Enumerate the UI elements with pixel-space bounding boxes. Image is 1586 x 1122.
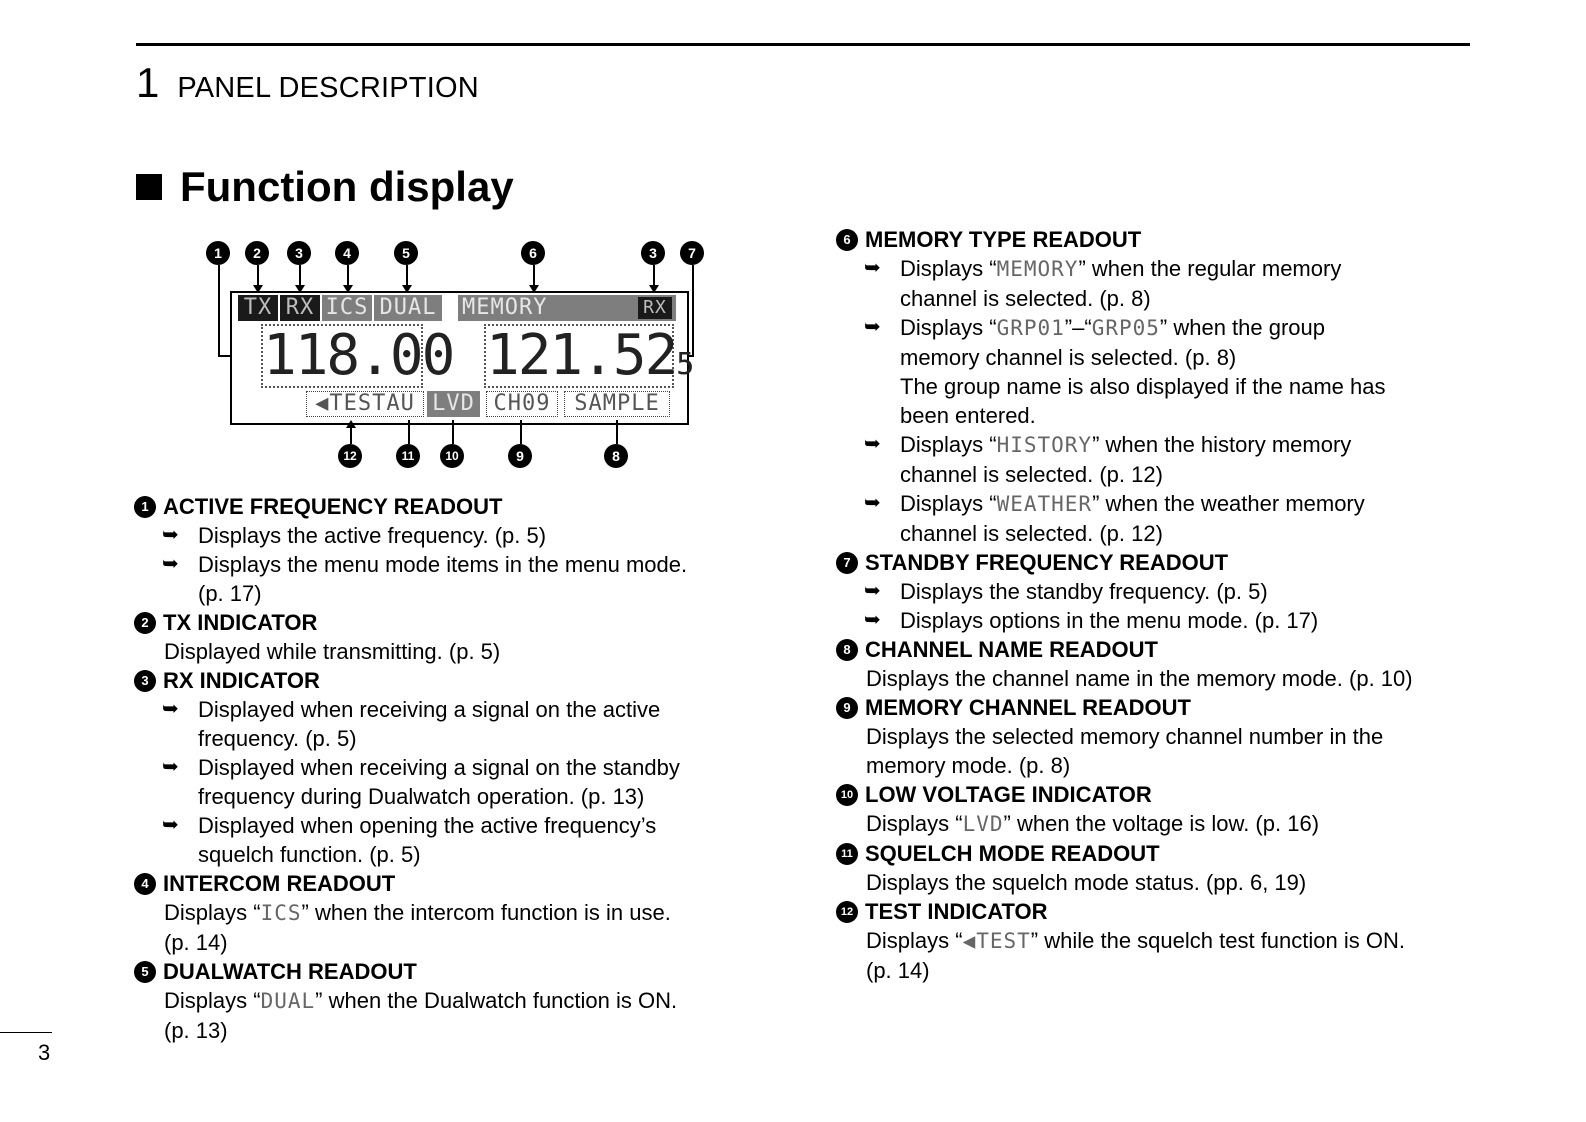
number-badge: 8: [836, 639, 858, 661]
entry-title: STANDBY FREQUENCY READOUT: [865, 549, 1229, 575]
bullet-item: ➥ Displays “MEMORY” when the regular memory: [864, 256, 1342, 281]
standby-frequency-sub: 5: [676, 347, 695, 382]
callout-7: 7: [680, 241, 704, 265]
entry-11-heading: [836, 839, 1476, 868]
bullet-item: ➥ Displayed when receiving a signal on the active: [162, 697, 661, 722]
bullet-item: ➥ Displays “WEATHER” when the weather memory: [864, 491, 1365, 516]
arrow-icon: ➥: [864, 609, 881, 631]
arrow-icon: ➥: [162, 814, 179, 836]
number-badge: 6: [836, 229, 858, 251]
entry-text: Displays the squelch mode status. (pp. 6, 19): [866, 870, 1307, 895]
callout-5: 5: [394, 241, 418, 265]
arrow-icon: ➥: [864, 433, 881, 455]
lcd-word: GRP05: [1091, 316, 1160, 340]
entry-text: Displays “LVD” when the voltage is low. (p. 16): [866, 811, 1320, 836]
entry-title: TEST INDICATOR: [865, 898, 1048, 924]
entry-6-heading: [836, 225, 1476, 254]
bullet-continuation: The group name is also displayed if the name has: [900, 374, 1386, 399]
entry-title: ACTIVE FREQUENCY READOUT: [163, 493, 503, 519]
entry-title: MEMORY CHANNEL READOUT: [865, 694, 1191, 720]
arrow-icon: ➥: [162, 756, 179, 778]
ics-readout: ICS: [322, 295, 372, 321]
bullet-continuation: squelch function. (p. 5): [198, 842, 421, 867]
number-badge: 3: [134, 670, 156, 692]
entry-2-heading: [134, 608, 774, 637]
entry-title: DUALWATCH READOUT: [163, 958, 417, 984]
entry-12-heading: [836, 897, 1476, 926]
callout-8: 8: [604, 444, 628, 468]
callout-6: 6: [521, 241, 545, 265]
entry-text-continuation: (p. 14): [866, 958, 930, 983]
arrow-icon: ➥: [864, 580, 881, 602]
number-badge: 1: [134, 496, 156, 518]
arrow-icon: ➥: [162, 553, 179, 575]
bullet-item: ➥ Displays the standby frequency. (p. 5): [864, 579, 1268, 604]
bullet-continuation: been entered.: [900, 403, 1036, 428]
entry-text: Displays “DUAL” when the Dualwatch function is ON.: [164, 988, 678, 1013]
lcd-word: WEATHER: [996, 492, 1093, 516]
arrow-icon: ➥: [162, 524, 179, 546]
bullet-continuation: memory channel is selected. (p. 8): [900, 345, 1237, 370]
callout-10: 10: [440, 444, 464, 468]
section-heading: [136, 163, 514, 211]
tx-indicator: TX: [238, 295, 278, 321]
bullet-item: ➥ Displays the menu mode items in the menu mode.: [162, 552, 688, 577]
number-badge: 2: [134, 612, 156, 634]
arrow-icon: ➥: [864, 316, 881, 338]
rx-indicator: RX: [280, 295, 320, 321]
bullet-continuation: frequency. (p. 5): [198, 726, 357, 751]
bullet-item: ➥ Displays “GRP01”–“GRP05” when the group: [864, 315, 1326, 340]
number-badge: 11: [836, 843, 858, 865]
bullet-continuation: (p. 17): [198, 581, 262, 606]
header-rule: [136, 43, 1470, 46]
entry-title: RX INDICATOR: [163, 667, 320, 693]
callout-3: 3: [287, 241, 311, 265]
number-badge: 5: [134, 961, 156, 983]
channel-readout: CH09: [486, 391, 558, 417]
callout-2: 2: [245, 241, 269, 265]
bullet-continuation: frequency during Dualwatch operation. (p. 13): [198, 784, 645, 809]
bullet-item: ➥ Displayed when receiving a signal on the standby: [162, 755, 680, 780]
footer-rule: [0, 1032, 52, 1033]
dual-readout: DUAL: [374, 295, 442, 321]
number-badge: 7: [836, 552, 858, 574]
entry-title: LOW VOLTAGE INDICATOR: [865, 781, 1152, 807]
bullet-item: ➥ Displays the active frequency. (p. 5): [162, 523, 547, 548]
entry-text-continuation: memory mode. (p. 8): [866, 753, 1071, 778]
right-column: [836, 225, 1476, 985]
entry-title: MEMORY TYPE READOUT: [865, 226, 1142, 252]
chapter-title: PANEL DESCRIPTION: [177, 72, 479, 104]
test-label: ◀TEST: [315, 391, 387, 416]
bullet-item: ➥ Displays options in the menu mode. (p. 17): [864, 608, 1319, 633]
active-frequency-readout: 118.00: [263, 323, 454, 388]
lcd-word: LVD: [962, 812, 1004, 836]
callout-1: 1: [206, 241, 230, 265]
entry-text: Displays the channel name in the memory mode. (p. 10): [866, 666, 1413, 691]
entry-title: SQUELCH MODE READOUT: [865, 840, 1160, 866]
callout-4: 4: [335, 241, 359, 265]
lvd-indicator: LVD: [427, 391, 480, 417]
bullet-item: ➥ Displayed when opening the active frequency’s: [162, 813, 657, 838]
number-badge: 10: [836, 784, 858, 806]
entry-title: TX INDICATOR: [163, 609, 318, 635]
test-indicator: [306, 391, 424, 417]
left-column: [134, 492, 774, 1045]
lcd-word: ◀TEST: [962, 929, 1031, 953]
entry-10-heading: [836, 780, 1476, 809]
entry-text: Displays “◀TEST” while the squelch test function is ON.: [866, 928, 1405, 953]
number-badge: 9: [836, 697, 858, 719]
page-number: 3: [38, 1040, 51, 1065]
entry-text: Displays the selected memory channel number in the: [866, 724, 1384, 749]
bullet-item: ➥ Displays “HISTORY” when the history memory: [864, 432, 1352, 457]
callout-3b: 3: [641, 241, 665, 265]
section-square-icon: [136, 174, 162, 200]
lcd-word: HISTORY: [996, 433, 1093, 457]
entry-title: CHANNEL NAME READOUT: [865, 636, 1158, 662]
rx-standby-indicator: RX: [638, 297, 672, 319]
chapter-number: 1: [136, 59, 160, 106]
channel-name-readout: SAMPLE: [564, 391, 670, 417]
standby-frequency-main: 121.52: [486, 323, 677, 388]
number-badge: 12: [836, 901, 858, 923]
arrow-icon: ➥: [162, 698, 179, 720]
entry-text-continuation: (p. 13): [164, 1018, 228, 1043]
entry-7-heading: [836, 548, 1476, 577]
bullet-continuation: channel is selected. (p. 12): [900, 462, 1163, 487]
number-badge: 4: [134, 873, 156, 895]
standby-frequency-readout: [484, 323, 695, 388]
entry-3-heading: [134, 666, 774, 695]
bullet-continuation: channel is selected. (p. 8): [900, 286, 1151, 311]
lcd-word: MEMORY: [996, 257, 1079, 281]
entry-5-heading: [134, 957, 774, 986]
memory-label: MEMORY: [462, 295, 548, 320]
callout-12: 12: [338, 444, 362, 468]
squelch-mode: AU: [386, 391, 415, 416]
lcd-word: ICS: [260, 901, 302, 925]
callout-9: 9: [508, 444, 532, 468]
entry-4-heading: [134, 869, 774, 898]
chapter-heading: [136, 58, 479, 108]
bullet-continuation: channel is selected. (p. 12): [900, 521, 1163, 546]
entry-8-heading: [836, 635, 1476, 664]
arrow-icon: ➥: [864, 257, 881, 279]
section-title: Function display: [180, 163, 514, 210]
entry-text: Displays “ICS” when the intercom function is in use.: [164, 900, 671, 925]
entry-title: INTERCOM READOUT: [163, 870, 396, 896]
entry-1-heading: [134, 492, 774, 521]
entry-text: Displayed while transmitting. (p. 5): [164, 639, 501, 664]
entry-9-heading: [836, 693, 1476, 722]
callout-11: 11: [396, 444, 420, 468]
lcd-word: GRP01: [996, 316, 1065, 340]
lcd-word: DUAL: [260, 989, 316, 1013]
function-display-figure: [200, 238, 720, 476]
arrow-icon: ➥: [864, 492, 881, 514]
entry-text-continuation: (p. 14): [164, 930, 228, 955]
